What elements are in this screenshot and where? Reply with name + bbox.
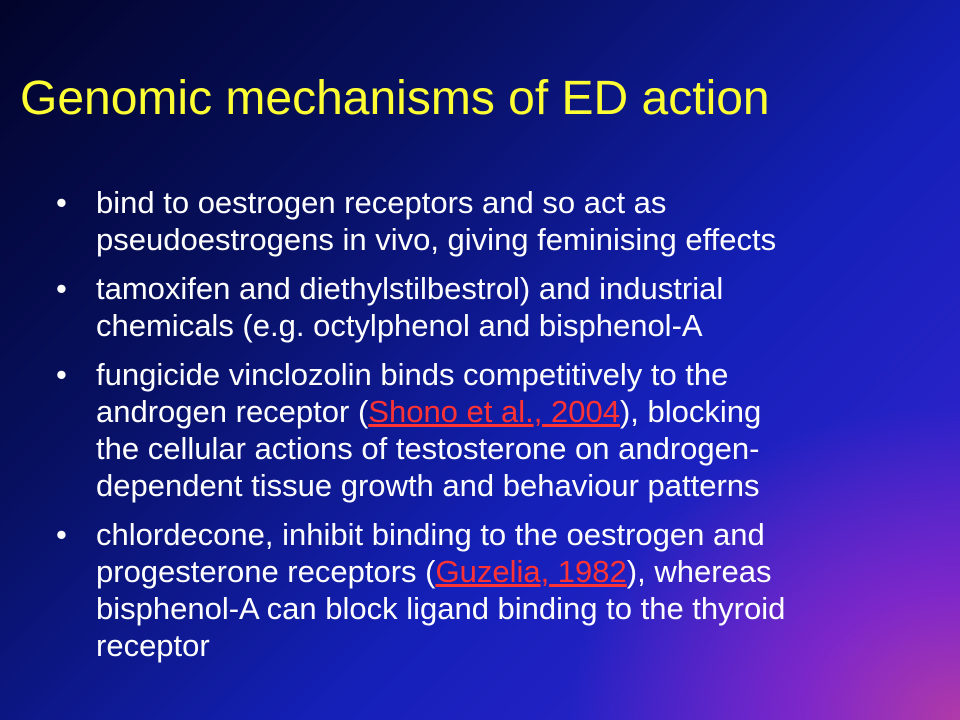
bullet-glyph: •	[56, 271, 67, 306]
bullet-glyph: •	[56, 185, 67, 220]
bullet-text-segment: progesterone receptors (	[96, 554, 436, 589]
bullet-line: dependent tissue growth and behaviour patterns	[96, 468, 760, 503]
bullet-line: receptor	[96, 628, 210, 663]
bullet-text-segment: ), whereas	[626, 554, 772, 589]
bullet-glyph: •	[56, 357, 67, 392]
citation-link-shono[interactable]: Shono et al., 2004	[368, 394, 620, 429]
bullet-text-segment: ), blocking	[619, 394, 762, 429]
bullet-line: tamoxifen and diethylstilbestrol) and industrial	[96, 271, 724, 306]
bullet-line	[96, 553, 936, 590]
bullet-line	[96, 393, 936, 430]
slide-title: Genomic mechanisms of ED action	[20, 72, 770, 125]
bullet-line: fungicide vinclozolin binds competitively to the	[96, 357, 729, 392]
bullet-item	[56, 516, 936, 664]
bullet-item	[56, 184, 936, 258]
bullet-glyph: •	[56, 517, 67, 552]
bullet-item	[56, 270, 936, 344]
bullet-text-segment: androgen receptor (	[96, 394, 369, 429]
bullet-line: chlordecone, inhibit binding to the oestrogen and	[96, 517, 765, 552]
bullet-line: bisphenol-A can block ligand binding to the thyroid	[96, 591, 786, 626]
bullet-line: pseudoestrogens in vivo, giving feminising effects	[96, 222, 777, 257]
bullet-item	[56, 356, 936, 504]
citation-link-guzelia[interactable]: Guzelia, 1982	[435, 554, 627, 589]
bullet-line: bind to oestrogen receptors and so act as	[96, 185, 667, 220]
bullet-line: chemicals (e.g. octylphenol and bisphenol-A	[96, 308, 703, 343]
bullet-list	[56, 184, 936, 676]
bullet-line: the cellular actions of testosterone on androgen-	[96, 431, 760, 466]
